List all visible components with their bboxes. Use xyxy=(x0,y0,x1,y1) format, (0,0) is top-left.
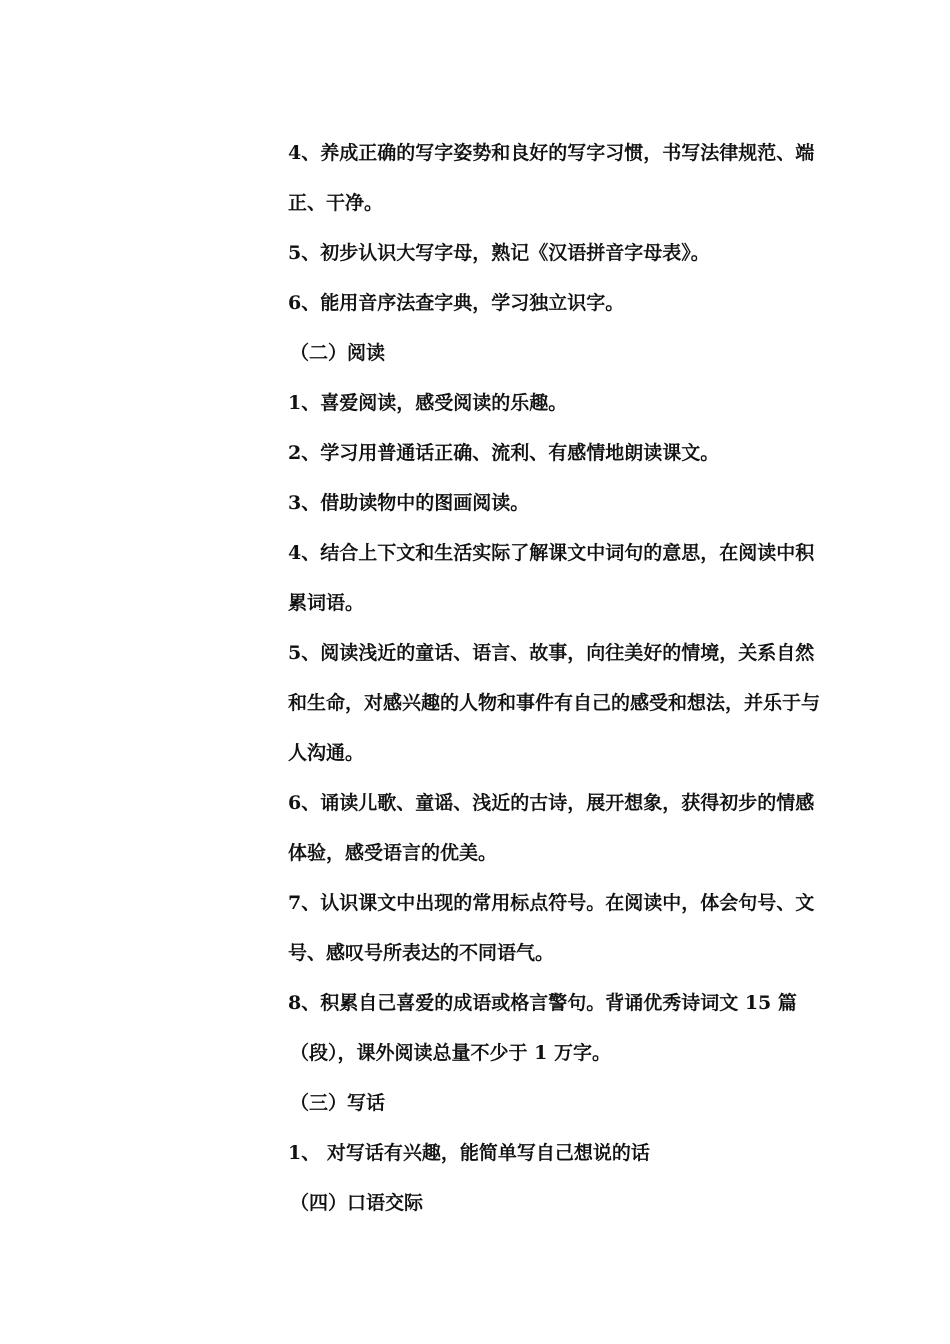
section-heading-oral-communication: （四）口语交际 xyxy=(290,1192,424,1214)
text-line-requirement-5-letters: 5、初步认识大写字母，熟记《汉语拼音字母表》。 xyxy=(288,242,710,264)
document-body xyxy=(288,128,833,1228)
text-line-reading-6-cont: 体验，感受语言的优美。 xyxy=(288,842,498,864)
text-line-requirement-4-writing: 4、养成正确的写字姿势和良好的写字习惯，书写法律规范、端 xyxy=(288,142,815,164)
section-heading-writing: （三）写话 xyxy=(290,1092,386,1114)
text-line-reading-5-cont: 和生命，对感兴趣的人物和事件有自己的感受和想法，并乐于与 xyxy=(288,692,821,714)
text-line-reading-2: 2、学习用普通话正确、流利、有感情地朗读课文。 xyxy=(288,442,720,464)
text-line-requirement-6-dictionary: 6、能用音序法查字典，学习独立识字。 xyxy=(288,292,625,314)
text-line-reading-7-cont: 号、感叹号所表达的不同语气。 xyxy=(288,942,555,964)
text-line-reading-5: 5、阅读浅近的童话、语言、故事，向往美好的情境，关系自然 xyxy=(288,642,815,664)
text-line-requirement-4-cont: 正、干净。 xyxy=(288,192,384,214)
section-heading-reading: （二）阅读 xyxy=(290,342,386,364)
text-line-reading-7: 7、认识课文中出现的常用标点符号。在阅读中，体会句号、文 xyxy=(288,892,815,914)
text-line-reading-1: 1、喜爱阅读，感受阅读的乐趣。 xyxy=(288,392,568,414)
text-line-reading-5-cont-2: 人沟通。 xyxy=(288,742,365,764)
text-line-writing-1: 1、 对写话有兴趣，能简单写自己想说的话 xyxy=(288,1142,650,1164)
text-line-reading-8: 8、积累自己喜爱的成语或格言警句。背诵优秀诗词文 15 篇 xyxy=(288,992,797,1014)
text-line-reading-8-cont: （段），课外阅读总量不少于 1 万字。 xyxy=(290,1042,611,1064)
text-line-reading-4: 4、结合上下文和生活实际了解课文中词句的意思，在阅读中积 xyxy=(288,542,815,564)
text-line-reading-3: 3、借助读物中的图画阅读。 xyxy=(288,492,530,514)
text-line-reading-6: 6、诵读儿歌、童谣、浅近的古诗，展开想象，获得初步的情感 xyxy=(288,792,815,814)
text-line-reading-4-cont: 累词语。 xyxy=(288,592,365,614)
